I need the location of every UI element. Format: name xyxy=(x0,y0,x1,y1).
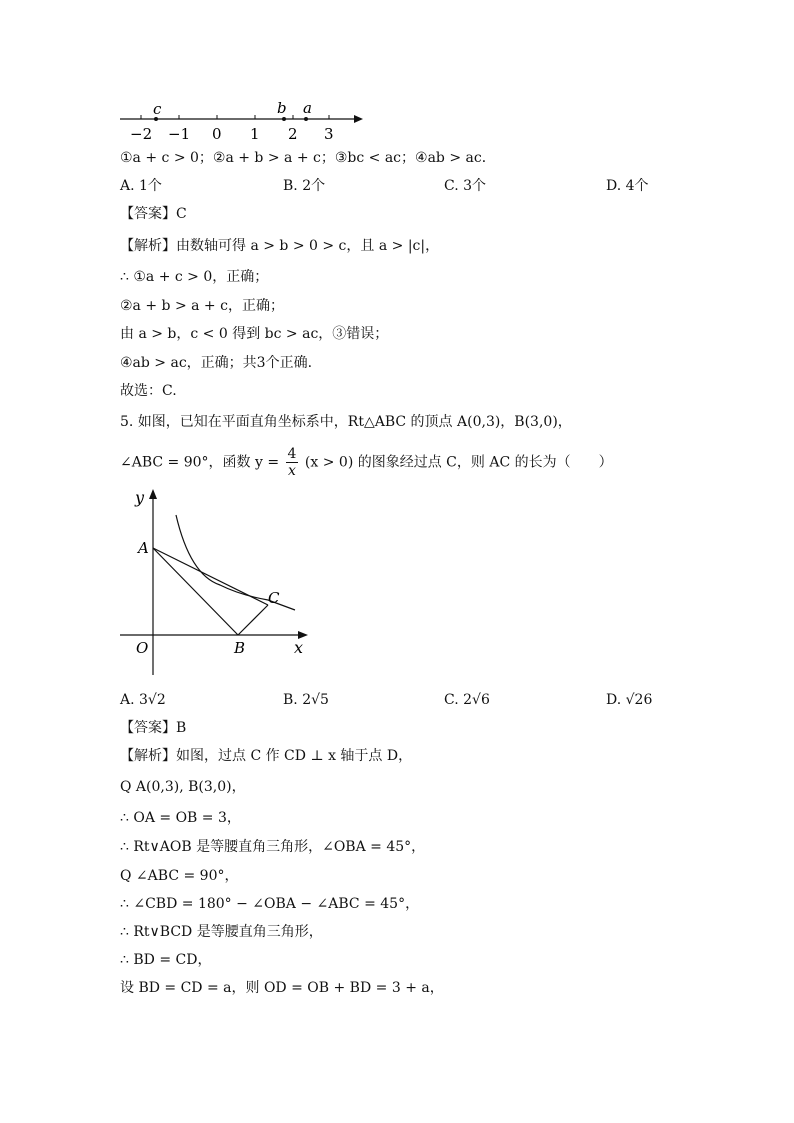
tick-label: 3 xyxy=(324,125,334,143)
segment-bc xyxy=(238,605,268,635)
q5-stem-post: (x > 0) 的图象经过点 C，则 AC 的长为（ ） xyxy=(304,454,613,471)
fraction xyxy=(286,446,299,479)
tick-label: −2 xyxy=(130,125,153,143)
segment-ab xyxy=(153,548,238,635)
q5-analysis-line: Q A(0,3), B(3,0)， xyxy=(120,779,246,795)
q5-analysis-line: 设 BD = CD = a，则 OD = OB + BD = 3 + a， xyxy=(120,980,444,996)
tick-label: 1 xyxy=(250,125,260,143)
origin-label: O xyxy=(136,639,149,657)
point-label-c: C xyxy=(268,589,280,607)
q4-analysis-line: ④ab > ac，正确；共3个正确. xyxy=(120,355,313,371)
point-b-dot xyxy=(282,117,286,121)
tick-label: 0 xyxy=(212,125,222,143)
q4-analysis-line: 由 a > b，c < 0 得到 bc > ac，③错误； xyxy=(120,326,389,342)
coordinate-figure xyxy=(110,485,320,680)
fraction-numerator: 4 xyxy=(287,446,297,462)
q4-analysis-line: ②a + b > a + c，正确； xyxy=(120,298,284,314)
q4-answer: 【答案】C xyxy=(120,206,187,222)
q4-analysis-line: ∴ ①a + c > 0，正确； xyxy=(120,269,269,285)
number-line-arrow xyxy=(354,115,363,123)
q5-analysis-line: Q ∠ABC = 90°， xyxy=(120,868,239,884)
tick-label: 2 xyxy=(288,125,298,143)
axis-label-x: x xyxy=(294,638,304,657)
q4-option-c: C. 3个 xyxy=(444,178,487,194)
q5-stem-pre: ∠ABC = 90°，函数 y = xyxy=(120,454,280,471)
segment-ac xyxy=(153,548,268,605)
q4-option-d: D. 4个 xyxy=(606,178,649,194)
point-label-b: b xyxy=(277,99,287,117)
q5-option-c: C. 2√6 xyxy=(444,692,490,708)
q5-option-d: D. √26 xyxy=(606,692,653,708)
number-line-figure xyxy=(110,96,370,144)
point-label-a: A xyxy=(138,539,149,557)
axis-label-y: y xyxy=(135,488,145,507)
q5-answer: 【答案】B xyxy=(120,720,187,736)
fraction-denominator: x xyxy=(288,463,296,479)
y-axis-arrow xyxy=(149,489,157,499)
q5-analysis-line: ∴ Rt∨AOB 是等腰直角三角形，∠OBA = 45°， xyxy=(120,839,426,855)
q5-analysis-line: ∴ ∠CBD = 180° − ∠OBA − ∠ABC = 45°， xyxy=(120,896,420,912)
point-label-a: a xyxy=(303,99,312,117)
point-label-c: c xyxy=(153,100,162,118)
point-a-dot xyxy=(304,117,308,121)
point-label-b: B xyxy=(234,639,246,657)
q4-analysis-line: 【解析】由数轴可得 a > b > 0 > c，且 a > |c|， xyxy=(120,238,440,254)
q5-stem-line1: 5. 如图，已知在平面直角坐标系中，Rt△ABC 的顶点 A(0,3)，B(3,0)， xyxy=(120,414,572,430)
q5-stem-line2 xyxy=(120,446,613,479)
q4-analysis-line: 故选：C. xyxy=(120,383,177,399)
q5-analysis-line: ∴ OA = OB = 3， xyxy=(120,810,241,826)
q5-analysis-line: ∴ BD = CD， xyxy=(120,952,212,968)
q5-option-b: B. 2√5 xyxy=(283,692,329,708)
q4-statements: ①a + c > 0；②a + b > a + c；③bc < ac；④ab > ac． xyxy=(120,150,496,166)
q4-option-a: A. 1个 xyxy=(120,178,162,194)
q5-analysis-line: 【解析】如图，过点 C 作 CD ⊥ x 轴于点 D， xyxy=(120,748,413,764)
q4-option-b: B. 2个 xyxy=(283,178,326,194)
tick-label: −1 xyxy=(168,125,191,143)
q5-analysis-line: ∴ Rt∨BCD 是等腰直角三角形， xyxy=(120,924,323,940)
q5-option-a: A. 3√2 xyxy=(120,692,166,708)
